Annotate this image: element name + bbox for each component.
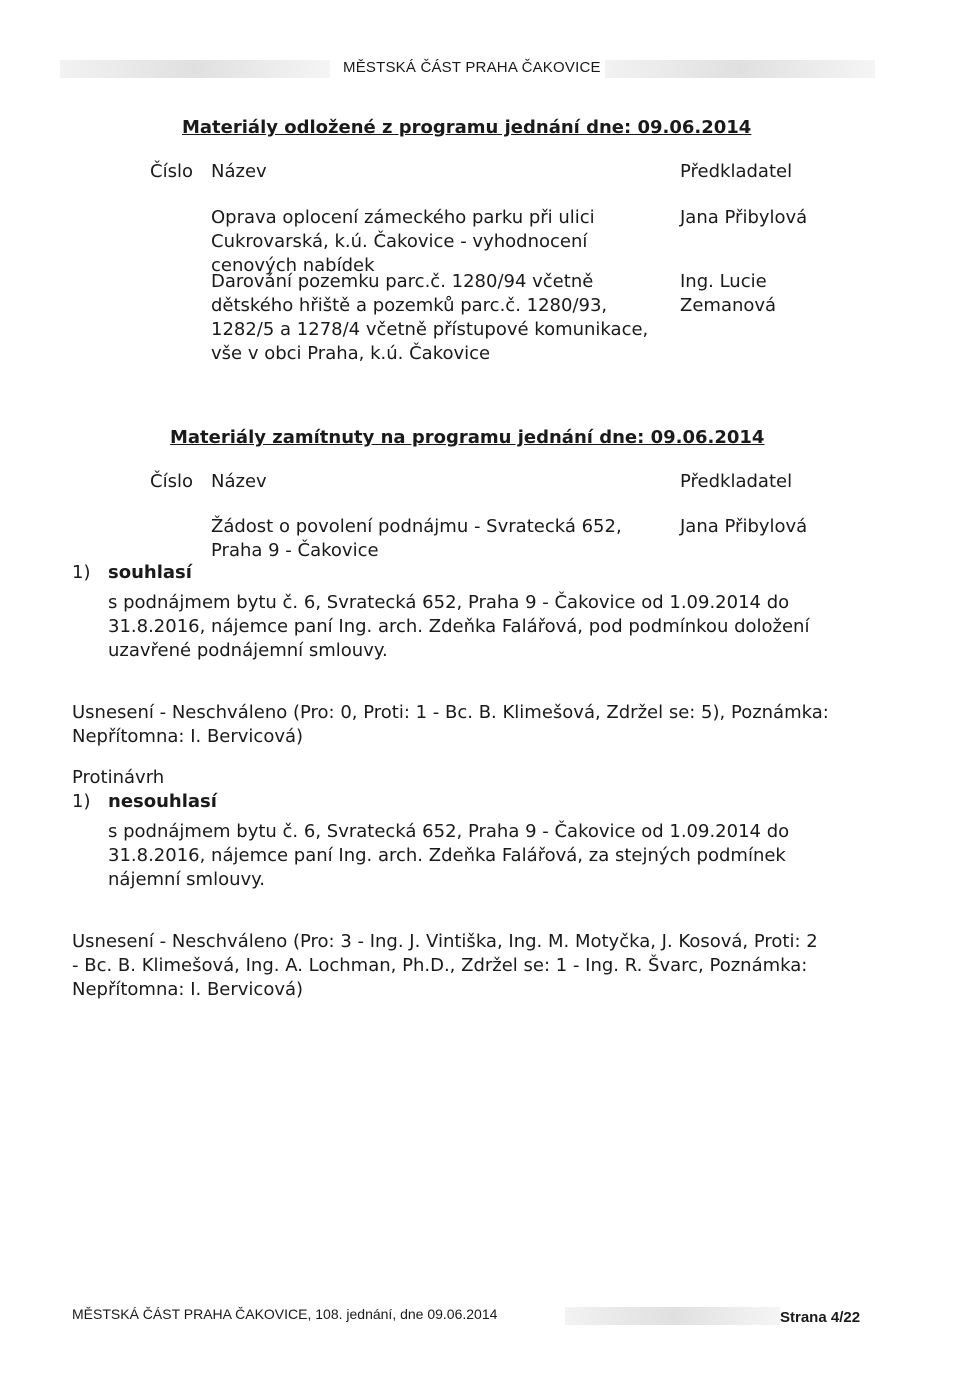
footer-left-text: MĚSTSKÁ ČÁST PRAHA ČAKOVICE, 108. jednání, dne 09.06.2014 [72, 1306, 498, 1322]
point2-body-line: 31.8.2016, nájemce paní Ing. arch. Zdeňka Falářová, za stejných podmínek [108, 845, 786, 866]
section1-title: Materiály odložené z programu jednání dne: 09.06.2014 [182, 117, 752, 138]
footer-scan-band [565, 1307, 780, 1325]
section1-item1-line: Oprava oplocení zámeckého parku při ulici [211, 207, 595, 228]
predkladatel-line: Ing. Lucie [680, 271, 767, 292]
section1-item2-line: dětského hřiště a pozemků parc.č. 1280/93, [211, 295, 608, 316]
section2-item-predkladatel: Jana Přibylová [680, 516, 808, 537]
header-scan-band-right [605, 60, 875, 78]
point2-word: nesouhlasí [108, 791, 217, 812]
section2-item-line: Praha 9 - Čakovice [211, 540, 379, 561]
section1-item2-line: vše v obci Praha, k.ú. Čakovice [211, 343, 491, 364]
section1-col-predkladatel: Předkladatel [680, 161, 793, 182]
point1-body [108, 591, 809, 663]
section2-col-predkladatel: Předkladatel [680, 471, 793, 492]
section1-item1-line: cenových nabídek [211, 255, 375, 276]
section2-col-cislo: Číslo [150, 471, 193, 492]
vote1-line: Usnesení - Neschváleno (Pro: 0, Proti: 1 - Bc. B. Klimešová, Zdržel se: 5), Poznámka: [72, 702, 829, 723]
point1-body-line: s podnájmem bytu č. 6, Svratecká 652, Praha 9 - Čakovice od 1.09.2014 do [108, 592, 790, 613]
section1-col-nazev: Název [211, 161, 267, 182]
vote2-result [72, 930, 818, 1002]
section1-item1-predkladatel: Jana Přibylová [680, 207, 808, 228]
point1-word: souhlasí [108, 562, 192, 583]
section1-item2-line: 1282/5 a 1278/4 včetně přístupové komunikace, [211, 319, 649, 340]
page-header-title: MĚSTSKÁ ČÁST PRAHA ČAKOVICE [343, 59, 601, 76]
vote2-line: Usnesení - Neschváleno (Pro: 3 - Ing. J. Vintiška, Ing. M. Motyčka, J. Kosová, Proti: 2 [72, 931, 818, 952]
footer-page-number: Strana 4/22 [780, 1309, 861, 1326]
header-scan-band-left [60, 60, 330, 78]
section2-title: Materiály zamítnuty na programu jednání dne: 09.06.2014 [170, 427, 765, 448]
section2-col-nazev: Název [211, 471, 267, 492]
point2-number: 1) [72, 791, 91, 812]
protinavrh-label: Protinávrh [72, 767, 165, 788]
section1-item1-nazev [211, 206, 595, 278]
section1-item2-nazev [211, 270, 648, 366]
vote1-line: Nepřítomna: I. Bervicová) [72, 726, 304, 747]
point2-body [108, 820, 789, 892]
vote2-line: - Bc. B. Klimešová, Ing. A. Lochman, Ph.D., Zdržel se: 1 - Ing. R. Švarc, Poznámka: [72, 955, 808, 976]
point1-number: 1) [72, 562, 91, 583]
point1-body-line: uzavřené podnájemní smlouvy. [108, 640, 388, 661]
section1-col-cislo: Číslo [150, 161, 193, 182]
point2-body-line: s podnájmem bytu č. 6, Svratecká 652, Praha 9 - Čakovice od 1.09.2014 do [108, 821, 790, 842]
section1-item1-line: Cukrovarská, k.ú. Čakovice - vyhodnocení [211, 231, 588, 252]
vote2-line: Nepřítomna: I. Bervicová) [72, 979, 304, 1000]
section1-item2-line: Darování pozemku parc.č. 1280/94 včetně [211, 271, 594, 292]
section2-item-nazev [211, 515, 622, 563]
point2-body-line: nájemní smlouvy. [108, 869, 265, 890]
point1-body-line: 31.8.2016, nájemce paní Ing. arch. Zdeňka Falářová, pod podmínkou doložení [108, 616, 810, 637]
section2-item-line: Žádost o povolení podnájmu - Svratecká 652, [211, 516, 622, 537]
section1-item2-predkladatel [680, 270, 776, 318]
vote1-result [72, 701, 829, 749]
predkladatel-line: Zemanová [680, 295, 777, 316]
